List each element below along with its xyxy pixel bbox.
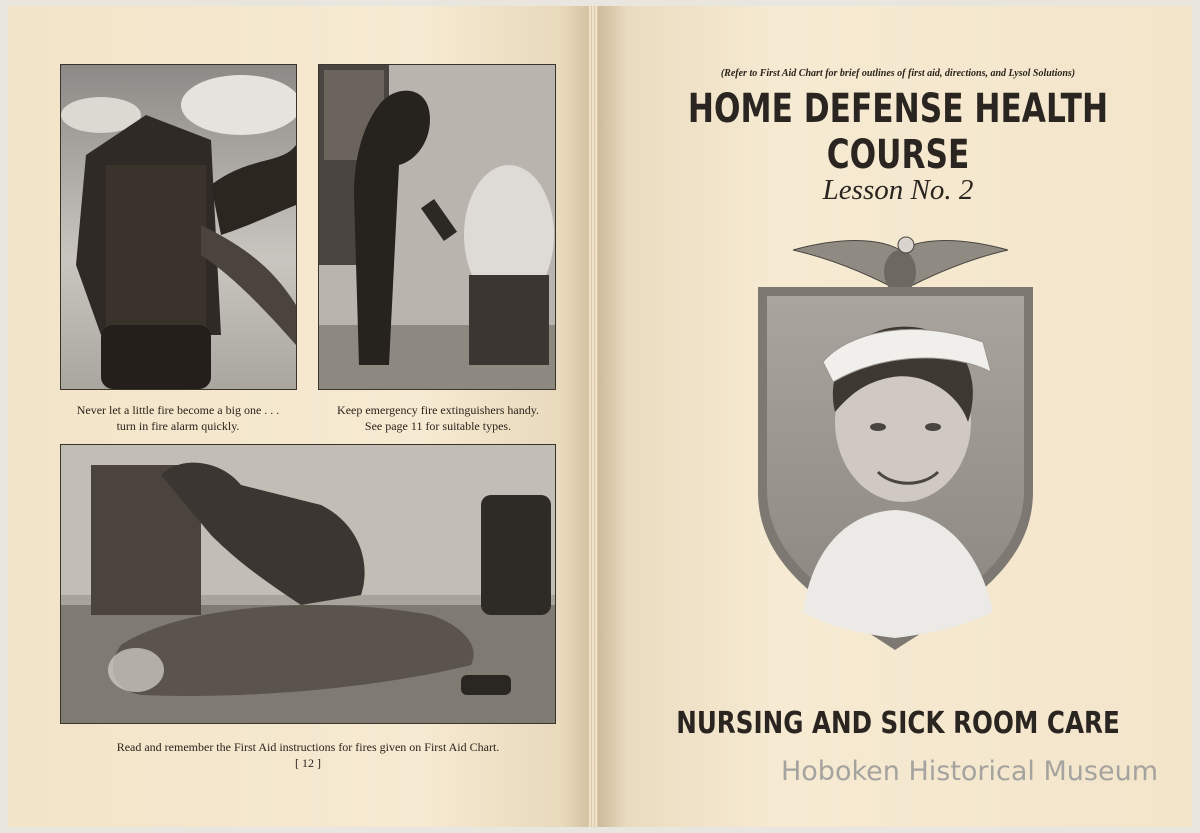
first-aid-photo: [60, 444, 556, 724]
page-number: [ 12 ]: [295, 756, 321, 770]
nurse-portrait-shield: [753, 282, 1038, 654]
fire-extinguisher-photo: [318, 64, 556, 390]
extinguisher-caption: [308, 402, 568, 434]
fire-alarm-caption-line1: Never let a little fire become a big one . . .: [76, 403, 280, 417]
fire-alarm-caption: [48, 402, 308, 434]
lesson-number: Lesson No. 2: [822, 174, 974, 206]
lesson-subtitle: NURSING AND SICK ROOM CARE: [676, 706, 1120, 741]
first-aid-caption: Read and remember the First Aid instructions for fires given on First Aid Chart.: [116, 740, 500, 754]
course-title: HOME DEFENSE HEALTH COURSE: [687, 86, 1109, 178]
book-spread: [8, 6, 1192, 827]
refer-note: (Refer to First Aid Chart for brief outlines of first aid, directions, and Lysol Solutions): [720, 68, 1076, 79]
page-edge: [588, 6, 598, 827]
extinguisher-caption-line2: See page 11 for suitable types.: [364, 419, 512, 433]
extinguisher-caption-line1: Keep emergency fire extinguishers handy.: [337, 403, 539, 417]
right-page: [598, 6, 1192, 827]
museum-watermark: Hoboken Historical Museum: [780, 756, 1158, 787]
left-page: [8, 6, 598, 827]
fire-alarm-caption-line2: turn in fire alarm quickly.: [116, 419, 240, 433]
fire-alarm-photo: [60, 64, 297, 390]
